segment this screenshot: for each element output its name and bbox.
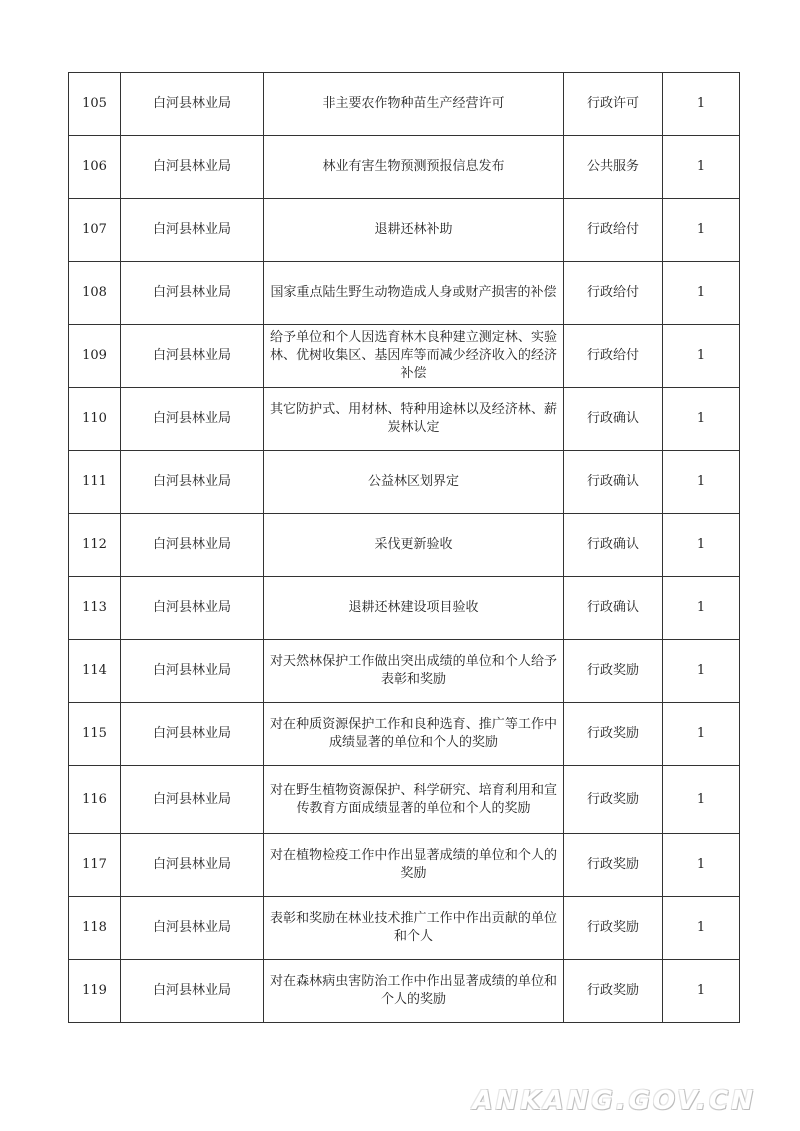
item-name: 公益林区划界定 (264, 451, 564, 514)
item-type: 行政奖励 (564, 897, 663, 960)
item-count: 1 (663, 136, 740, 199)
row-number: 112 (69, 514, 121, 577)
item-count: 1 (663, 960, 740, 1023)
agency-name: 白河县林业局 (121, 897, 264, 960)
agency-name: 白河县林业局 (121, 136, 264, 199)
row-number: 113 (69, 577, 121, 640)
row-number: 114 (69, 640, 121, 703)
item-name: 林业有害生物预测预报信息发布 (264, 136, 564, 199)
item-type: 行政奖励 (564, 960, 663, 1023)
row-number: 118 (69, 897, 121, 960)
table-row (69, 766, 740, 834)
table-row (69, 325, 740, 388)
item-type: 行政许可 (564, 73, 663, 136)
item-count: 1 (663, 451, 740, 514)
row-number: 119 (69, 960, 121, 1023)
table-row (69, 136, 740, 199)
agency-name: 白河县林业局 (121, 514, 264, 577)
item-type: 行政给付 (564, 199, 663, 262)
item-type: 行政奖励 (564, 766, 663, 834)
agency-name: 白河县林业局 (121, 834, 264, 897)
agency-name: 白河县林业局 (121, 325, 264, 388)
table-row (69, 451, 740, 514)
table-row (69, 514, 740, 577)
item-count: 1 (663, 262, 740, 325)
table-row (69, 703, 740, 766)
table-row (69, 388, 740, 451)
item-count: 1 (663, 897, 740, 960)
item-type: 行政奖励 (564, 834, 663, 897)
item-count: 1 (663, 834, 740, 897)
agency-name: 白河县林业局 (121, 640, 264, 703)
agency-name: 白河县林业局 (121, 960, 264, 1023)
item-count: 1 (663, 703, 740, 766)
agency-name: 白河县林业局 (121, 577, 264, 640)
item-type: 行政给付 (564, 262, 663, 325)
item-name: 退耕还林建设项目验收 (264, 577, 564, 640)
item-name: 对在种质资源保护工作和良种选育、推广等工作中成绩显著的单位和个人的奖励 (264, 703, 564, 766)
table-row (69, 199, 740, 262)
item-count: 1 (663, 73, 740, 136)
row-number: 106 (69, 136, 121, 199)
item-count: 1 (663, 388, 740, 451)
item-name: 退耕还林补助 (264, 199, 564, 262)
item-name: 采伐更新验收 (264, 514, 564, 577)
item-name: 国家重点陆生野生动物造成人身或财产损害的补偿 (264, 262, 564, 325)
item-name: 对在野生植物资源保护、科学研究、培育利用和宣传教育方面成绩显著的单位和个人的奖励 (264, 766, 564, 834)
item-name: 对天然林保护工作做出突出成绩的单位和个人给予表彰和奖励 (264, 640, 564, 703)
agency-name: 白河县林业局 (121, 199, 264, 262)
item-name: 对在植物检疫工作中作出显著成绩的单位和个人的奖励 (264, 834, 564, 897)
agency-name: 白河县林业局 (121, 262, 264, 325)
item-type: 公共服务 (564, 136, 663, 199)
agency-name: 白河县林业局 (121, 388, 264, 451)
site-watermark: ANKANG.GOV.CN (472, 1086, 756, 1116)
item-count: 1 (663, 325, 740, 388)
table-row (69, 262, 740, 325)
row-number: 108 (69, 262, 121, 325)
row-number: 105 (69, 73, 121, 136)
item-count: 1 (663, 766, 740, 834)
item-type: 行政确认 (564, 577, 663, 640)
table-row (69, 834, 740, 897)
item-type: 行政奖励 (564, 640, 663, 703)
item-type: 行政确认 (564, 388, 663, 451)
table-row (69, 960, 740, 1023)
row-number: 107 (69, 199, 121, 262)
item-name: 对在森林病虫害防治工作中作出显著成绩的单位和个人的奖励 (264, 960, 564, 1023)
row-number: 109 (69, 325, 121, 388)
item-name: 给予单位和个人因选育林木良种建立测定林、实验林、优树收集区、基因库等而减少经济收入的经济补偿 (264, 325, 564, 388)
table-row (69, 73, 740, 136)
power-list-table (68, 72, 740, 1023)
item-name: 非主要农作物种苗生产经营许可 (264, 73, 564, 136)
agency-name: 白河县林业局 (121, 73, 264, 136)
row-number: 115 (69, 703, 121, 766)
agency-name: 白河县林业局 (121, 451, 264, 514)
row-number: 117 (69, 834, 121, 897)
item-type: 行政给付 (564, 325, 663, 388)
agency-name: 白河县林业局 (121, 703, 264, 766)
item-name: 其它防护式、用材林、特种用途林以及经济林、薪炭林认定 (264, 388, 564, 451)
item-count: 1 (663, 199, 740, 262)
row-number: 111 (69, 451, 121, 514)
item-count: 1 (663, 514, 740, 577)
row-number: 110 (69, 388, 121, 451)
agency-name: 白河县林业局 (121, 766, 264, 834)
table-row (69, 640, 740, 703)
item-name: 表彰和奖励在林业技术推广工作中作出贡献的单位和个人 (264, 897, 564, 960)
item-type: 行政确认 (564, 514, 663, 577)
row-number: 116 (69, 766, 121, 834)
item-count: 1 (663, 577, 740, 640)
item-type: 行政奖励 (564, 703, 663, 766)
table-row (69, 577, 740, 640)
item-type: 行政确认 (564, 451, 663, 514)
item-count: 1 (663, 640, 740, 703)
table-row (69, 897, 740, 960)
